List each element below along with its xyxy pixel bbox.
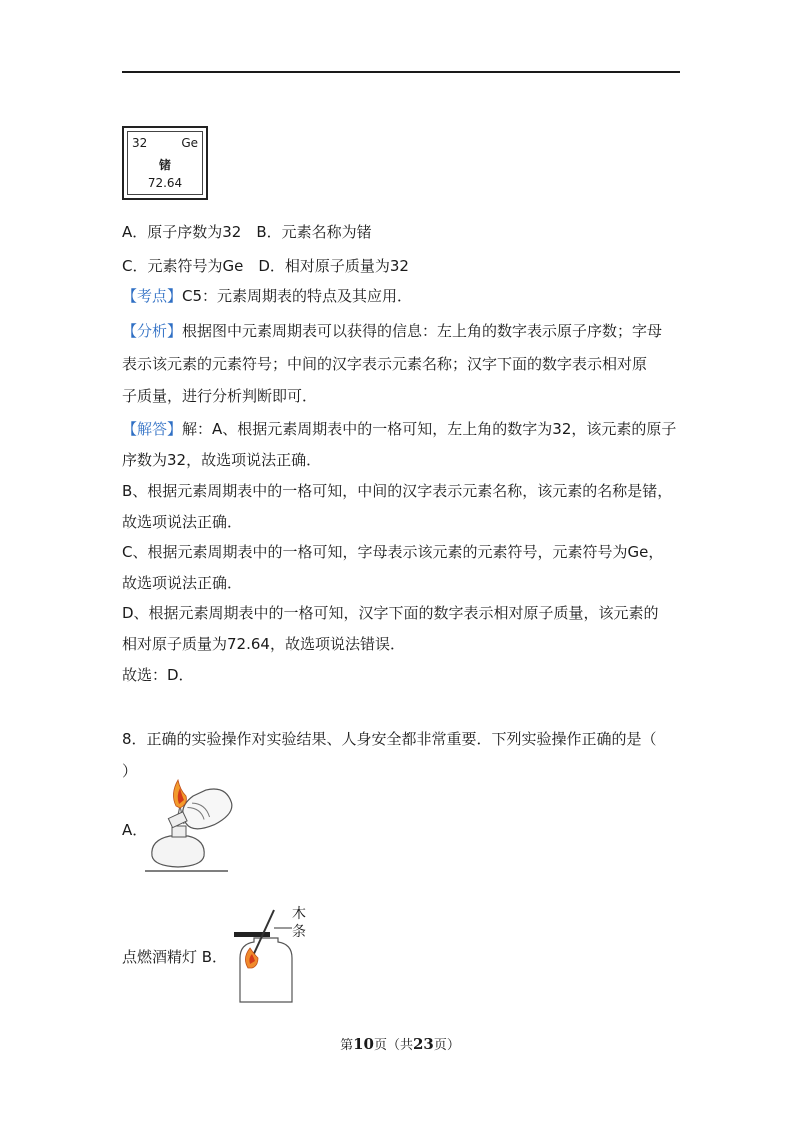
q7-fenxi-line2: 表示该元素的元素符号；中间的汉字表示元素名称；汉字下面的数字表示相对原 bbox=[122, 355, 648, 373]
wood-label-bottom: 条 bbox=[292, 924, 306, 940]
q7-jieda-line2: 序数为32，故选项说法正确． bbox=[122, 451, 322, 469]
jieda-text-1: 解：A、根据元素周期表中的一格可知，左上角的数字为32，该元素的原子 bbox=[182, 420, 677, 438]
element-card bbox=[122, 126, 208, 200]
element-symbol: Ge bbox=[181, 136, 198, 150]
alcohol-lamp-illustration bbox=[140, 776, 235, 874]
q8-option-a-label: A． bbox=[122, 821, 148, 839]
atomic-number: 32 bbox=[132, 136, 148, 150]
header-rule bbox=[122, 71, 680, 73]
q7-c-line1: C、根据元素周期表中的一格可知，字母表示该元素的元素符号，元素符号为Ge， bbox=[122, 543, 664, 561]
q7-d-line2: 相对原子质量为72.64，故选项说法错误． bbox=[122, 635, 405, 653]
q8-stem-line2: ） bbox=[122, 762, 138, 780]
kaodian-text: C5：元素周期表的特点及其应用． bbox=[182, 287, 413, 305]
bottle-wooden-stick-illustration bbox=[230, 898, 320, 1008]
q7-fenxi-line1 bbox=[122, 320, 662, 342]
jieda-tag: 【解答】 bbox=[122, 420, 183, 438]
q7-c-line2: 故选项说法正确． bbox=[122, 574, 243, 592]
fenxi-text-1: 根据图中元素周期表可以获得的信息：左上角的数字表示原子序数；字母 bbox=[182, 322, 663, 340]
footer-suffix: 页） bbox=[433, 1038, 460, 1053]
q7-d-line1: D、根据元素周期表中的一格可知，汉字下面的数字表示相对原子质量，该元素的 bbox=[122, 604, 659, 622]
q7-options-row1: A．原子序数为32 B．元素名称为锗 bbox=[122, 223, 372, 241]
wood-label-top: 木 bbox=[292, 906, 306, 922]
q7-fenxi-line3: 子质量，进行分析判断即可． bbox=[122, 387, 318, 405]
q7-kaodian bbox=[122, 285, 412, 307]
q7-jieda-line1 bbox=[122, 418, 676, 440]
footer-page-number: 10 bbox=[353, 1035, 374, 1053]
q7-b-line1: B、根据元素周期表中的一格可知，中间的汉字表示元素名称，该元素的名称是锗， bbox=[122, 482, 673, 500]
element-name: 锗 bbox=[158, 158, 171, 172]
page-footer bbox=[0, 1034, 800, 1053]
footer-mid: 页（共 bbox=[373, 1038, 413, 1053]
q8-option-b-prefix: 点燃酒精灯 B． bbox=[122, 948, 228, 966]
q7-options-row2: C．元素符号为Ge D．相对原子质量为32 bbox=[122, 257, 409, 275]
atomic-mass: 72.64 bbox=[147, 176, 183, 190]
q8-stem-line1: 8．正确的实验操作对实验结果、人身安全都非常重要．下列实验操作正确的是（ bbox=[122, 730, 657, 748]
q7-b-line2: 故选项说法正确． bbox=[122, 513, 243, 531]
footer-total-pages: 23 bbox=[413, 1035, 434, 1053]
fenxi-tag: 【分析】 bbox=[122, 322, 183, 340]
footer-prefix: 第 bbox=[340, 1038, 354, 1053]
q7-answer: 故选：D． bbox=[122, 666, 194, 684]
kaodian-tag: 【考点】 bbox=[122, 287, 183, 305]
